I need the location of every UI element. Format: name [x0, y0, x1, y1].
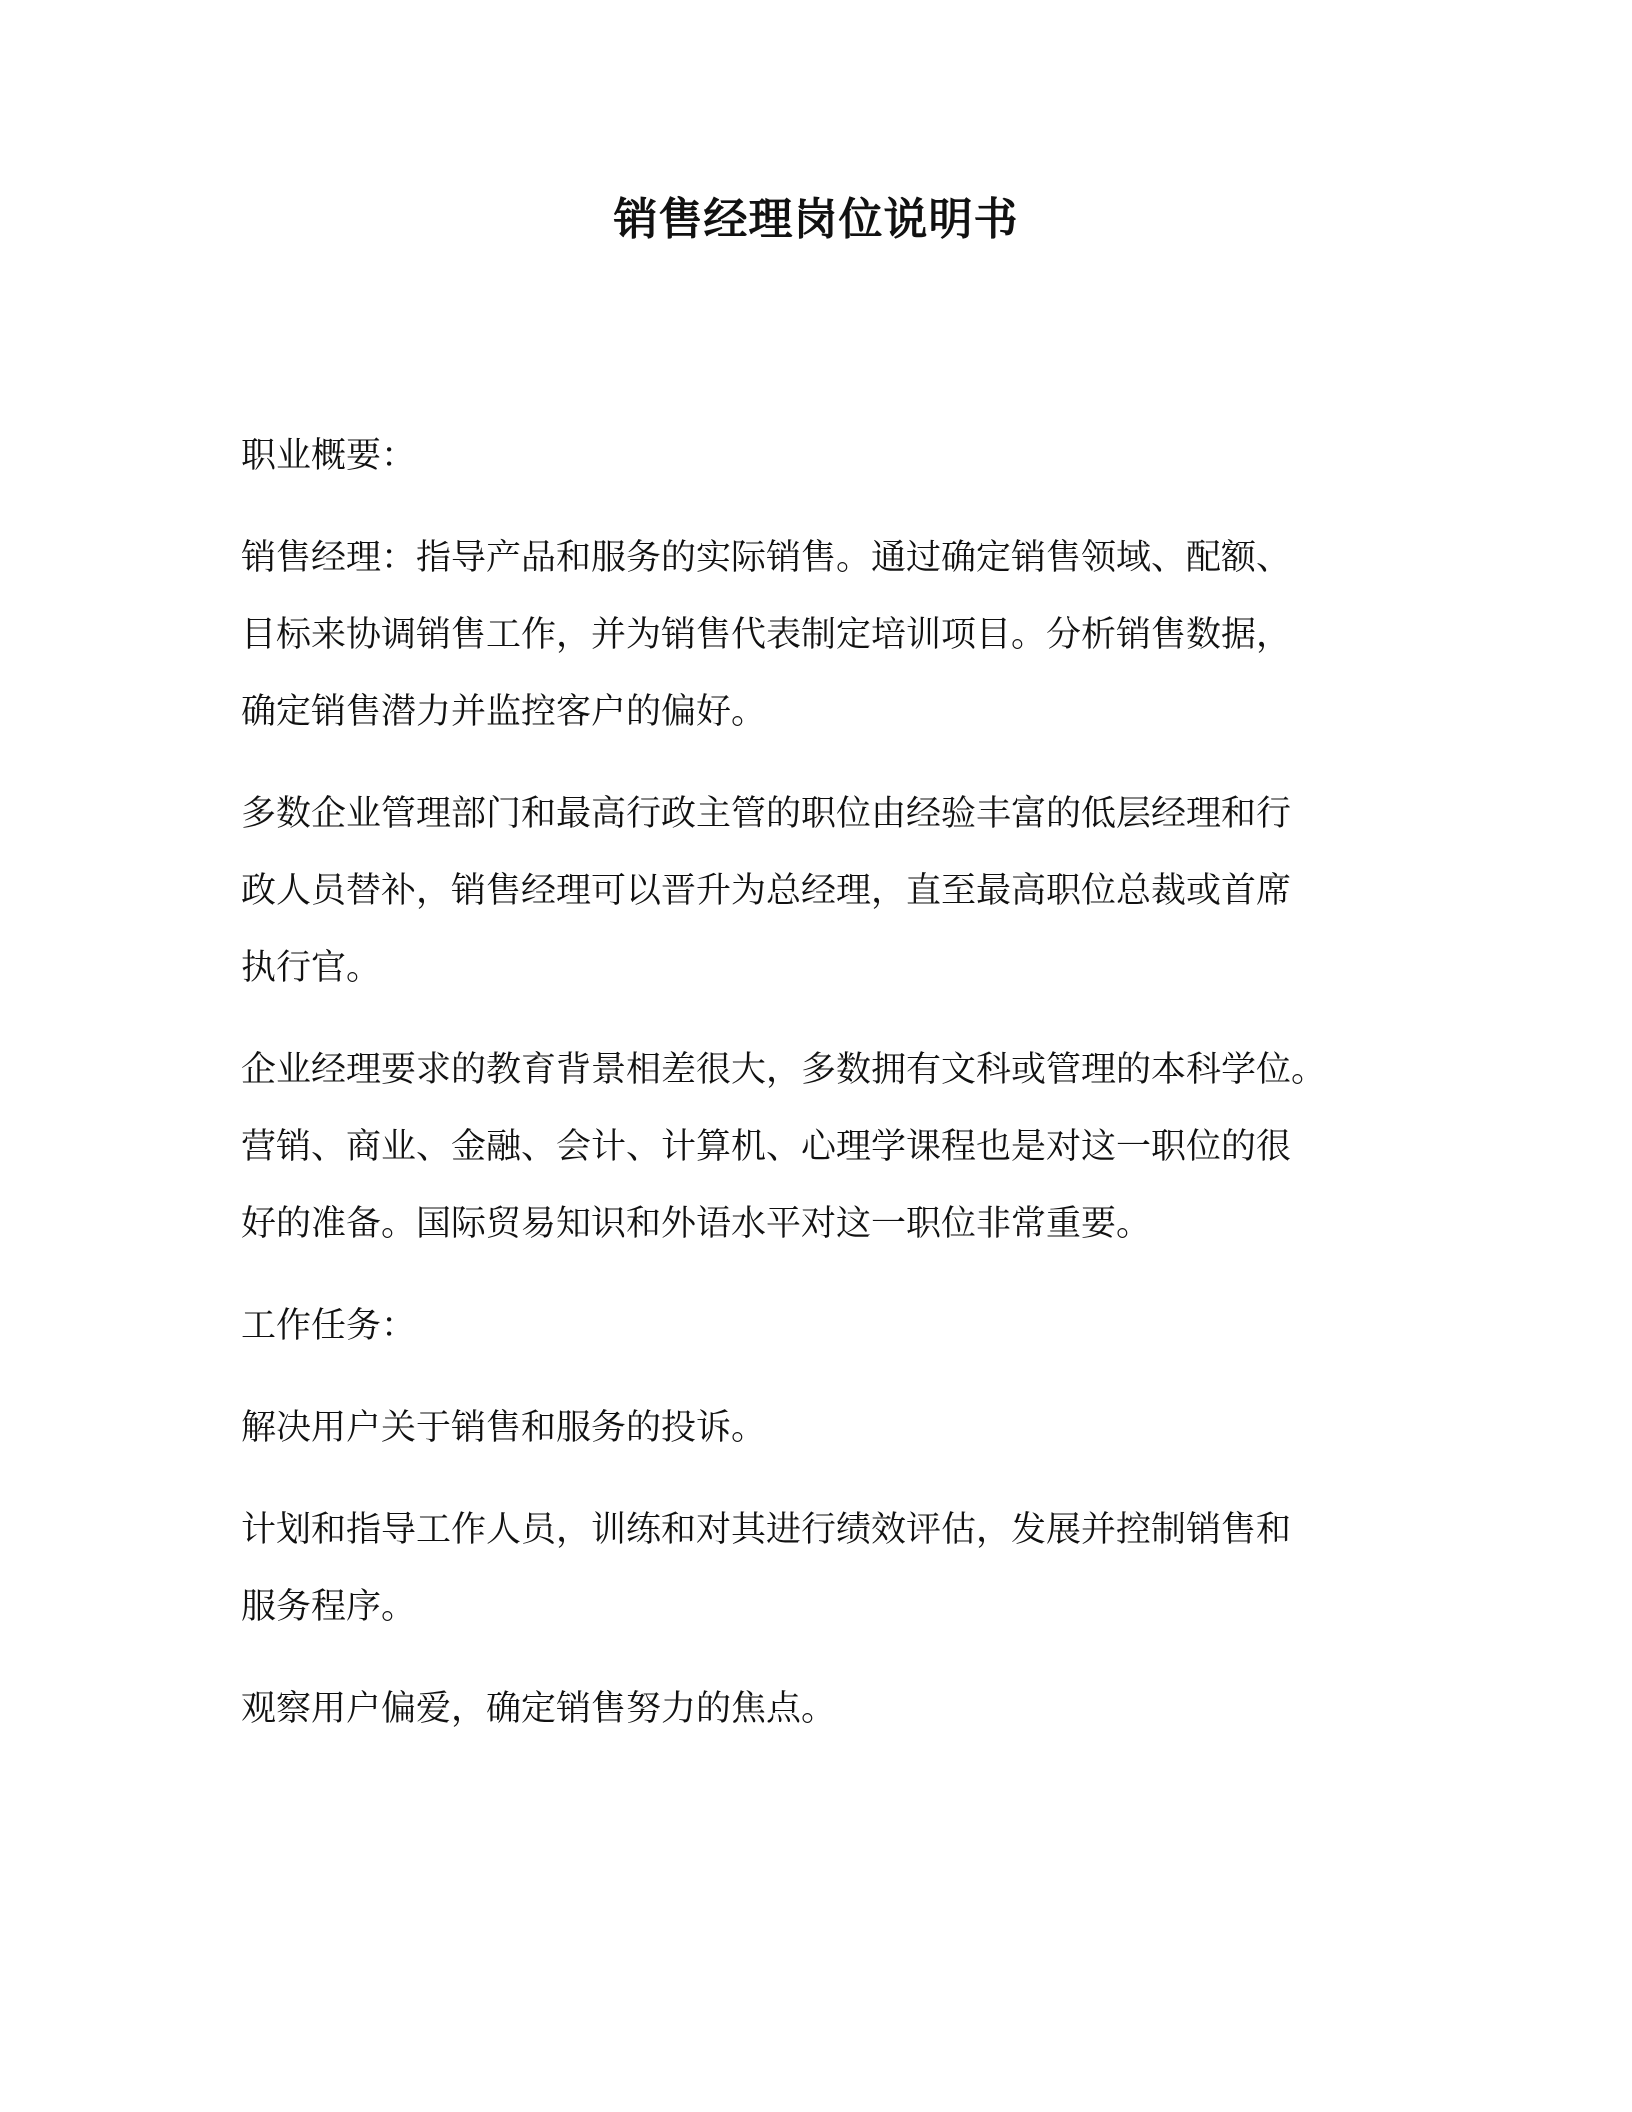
- task-item-complaints: [241, 1390, 1401, 1467]
- document-title: 销售经理岗位说明书: [613, 194, 1019, 245]
- text-line: 销售经理：指导产品和服务的实际销售。通过确定销售领域、配额、: [241, 538, 1292, 578]
- text-line: 政人员替补，销售经理可以晋升为总经理，直至最高职位总裁或首席: [241, 871, 1292, 911]
- text-line: 营销、商业、金融、会计、计算机、心理学课程也是对这一职位的很: [241, 1127, 1292, 1167]
- text-line: 观察用户偏爱，确定销售努力的焦点。: [241, 1689, 837, 1729]
- paragraph-education: [241, 1032, 1401, 1263]
- paragraph-career-path: [241, 776, 1401, 1007]
- section-heading-overview: [241, 418, 1401, 495]
- document-body: [241, 418, 1401, 1773]
- text-line: 执行官。: [241, 948, 382, 988]
- paragraph-sales-manager-definition: [241, 520, 1401, 751]
- text-line: 确定销售潜力并监控客户的偏好。: [241, 692, 767, 732]
- text-line: 职业概要：: [241, 436, 417, 476]
- text-line: 企业经理要求的教育背景相差很大，多数拥有文科或管理的本科学位。: [241, 1050, 1327, 1090]
- text-line: 好的准备。国际贸易知识和外语水平对这一职位非常重要。: [241, 1204, 1152, 1244]
- text-line: 工作任务：: [241, 1306, 417, 1346]
- text-line: 服务程序。: [241, 1587, 417, 1627]
- text-line: 多数企业管理部门和最高行政主管的职位由经验丰富的低层经理和行: [241, 794, 1292, 834]
- text-line: 计划和指导工作人员，训练和对其进行绩效评估，发展并控制销售和: [241, 1510, 1292, 1550]
- text-line: 目标来协调销售工作，并为销售代表制定培训项目。分析销售数据，: [241, 615, 1292, 655]
- task-item-customer-preference: [241, 1671, 1401, 1748]
- text-line: 解决用户关于销售和服务的投诉。: [241, 1408, 767, 1448]
- task-item-staff-planning: [241, 1492, 1401, 1646]
- section-heading-tasks: [241, 1288, 1401, 1365]
